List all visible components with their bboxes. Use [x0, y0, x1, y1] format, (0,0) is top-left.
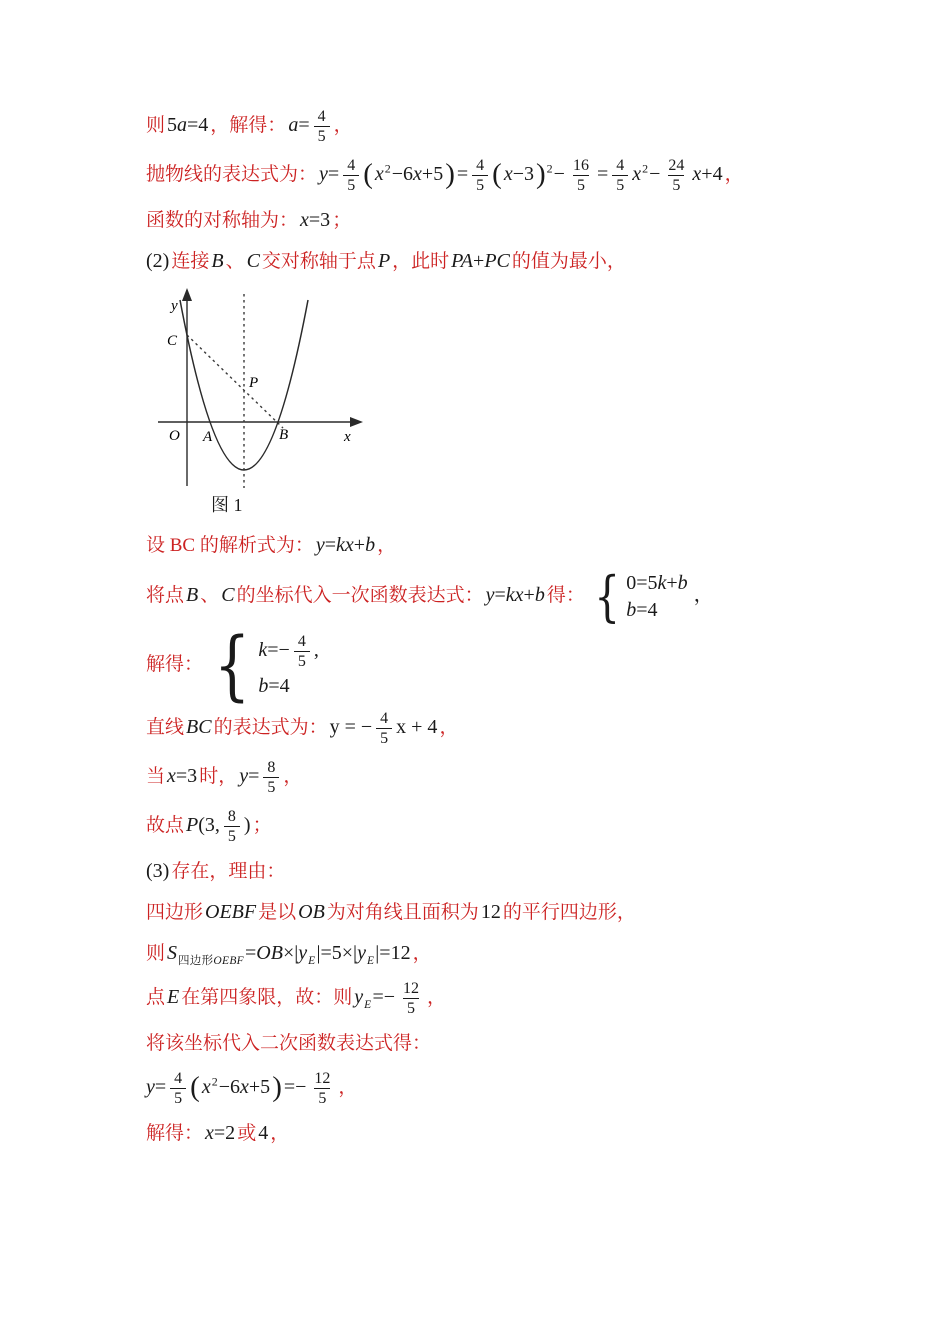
fraction	[263, 759, 279, 796]
math-text: b=4	[258, 675, 290, 698]
system-brace-icon: {	[214, 620, 251, 709]
chinese-text: ，	[333, 115, 353, 137]
math-text: y	[354, 985, 364, 1008]
superscript: 2	[211, 1074, 218, 1089]
chinese-text: 存在，理由：	[171, 860, 286, 882]
solution-line	[145, 1119, 890, 1148]
x-axis-arrow-icon	[350, 417, 363, 427]
math-text: =	[456, 163, 469, 186]
chinese-text: 、	[225, 251, 245, 272]
math-text: |=5×|y	[316, 941, 366, 964]
chinese-text: 得：	[546, 585, 585, 607]
solution-line	[145, 710, 890, 747]
math-text: x+4	[692, 163, 723, 186]
fraction	[170, 1070, 186, 1107]
chinese-text: 抛物线的表达式为：	[146, 164, 318, 186]
system-row	[257, 633, 319, 670]
solution-line	[145, 1070, 890, 1107]
math-text: a=	[288, 114, 310, 137]
chinese-text: ，	[724, 164, 744, 186]
math-text: OEBF	[205, 900, 257, 923]
fraction	[399, 980, 423, 1017]
figure-label-a: A	[203, 429, 213, 445]
math-text: ，	[693, 584, 714, 607]
superscript: 2	[546, 161, 553, 176]
math-text: x−3	[503, 163, 534, 186]
big-paren: (	[190, 1070, 200, 1103]
chinese-text: ；	[332, 210, 352, 231]
solution-line	[145, 939, 890, 968]
chinese-text: ，	[270, 1122, 290, 1144]
math-text: b=4	[626, 599, 658, 621]
math-text: 0=5k+b	[626, 572, 688, 594]
fraction-numerator: 4	[616, 157, 625, 174]
math-upright-text: x + 4	[396, 715, 438, 738]
fraction-numerator: 4	[297, 633, 306, 651]
chinese-text: ，	[338, 1076, 358, 1098]
big-paren: )	[272, 1070, 282, 1103]
fraction	[612, 157, 628, 194]
chinese-text: 是以	[258, 901, 297, 923]
fraction-numerator: 4	[174, 1069, 183, 1087]
fraction	[472, 157, 488, 194]
math-text: (2)	[146, 250, 170, 272]
parabola-figure-svg	[155, 288, 370, 488]
system-row	[625, 572, 688, 594]
math-text: |=12	[375, 941, 411, 964]
subscript: E	[364, 998, 372, 1011]
chinese-text: 则	[146, 942, 166, 964]
fraction-numerator: 4	[476, 157, 485, 174]
system-row	[257, 675, 319, 697]
math-text: C	[221, 584, 235, 607]
fraction-numerator: 8	[227, 807, 236, 825]
chinese-text: 设 BC 的解析式为：	[146, 535, 314, 556]
system-rows	[625, 572, 688, 621]
fraction	[664, 157, 688, 194]
math-text: =−	[283, 1075, 307, 1098]
math-text: B	[186, 584, 199, 607]
math-text: P	[377, 250, 391, 272]
fraction-denominator: 5	[224, 826, 240, 845]
equation-system	[590, 564, 689, 628]
chinese-text: 故点	[146, 814, 185, 836]
figure-label-b: B	[279, 427, 289, 443]
solution-line	[145, 759, 890, 796]
chinese-text: 为对角线且面积为	[326, 901, 479, 923]
fraction	[343, 157, 359, 194]
math-text: 4	[258, 1121, 269, 1144]
math-text: x=3	[167, 764, 198, 787]
chinese-text: 、	[200, 585, 220, 607]
math-upright-text: y = −	[329, 715, 373, 738]
math-text: =OB×|y	[245, 941, 308, 964]
chinese-text: 解得：	[146, 653, 204, 675]
math-text: −6x+5	[391, 163, 444, 186]
solution-line	[145, 857, 890, 886]
superscript: 2	[384, 161, 391, 176]
superscript: 2	[642, 161, 649, 176]
math-text: =	[596, 163, 609, 186]
math-text: y=	[146, 1075, 167, 1098]
math-text: B	[211, 250, 224, 272]
math-text: x	[374, 163, 384, 186]
subscript: E	[308, 954, 316, 967]
subscript: E	[366, 954, 375, 967]
big-paren: (	[492, 158, 502, 191]
fraction-denominator: 5	[263, 777, 279, 796]
fraction-denominator: 5	[314, 1088, 330, 1107]
solution-line	[145, 108, 890, 145]
fraction-denominator: 5	[573, 175, 589, 194]
fraction-numerator: 4	[347, 157, 356, 174]
fraction-numerator: 16	[572, 157, 589, 174]
math-text: y=kx+b	[315, 534, 376, 556]
figure-caption: 图 1	[211, 495, 243, 515]
chinese-text: 的平行四边形，	[502, 901, 636, 923]
fraction-denominator: 5	[376, 728, 392, 747]
math-text: (3)	[146, 859, 170, 882]
big-paren: )	[445, 158, 455, 191]
chinese-text: 四边形	[146, 901, 204, 923]
chinese-text: 直线	[146, 716, 185, 738]
fraction	[294, 633, 310, 670]
chinese-text: 连接	[171, 251, 210, 272]
fraction-numerator: 8	[267, 758, 276, 776]
fraction-denominator: 5	[294, 651, 310, 670]
big-paren: )	[536, 158, 546, 191]
math-text: −	[553, 163, 565, 186]
solution-line	[145, 564, 890, 628]
fraction-denominator: 5	[668, 175, 684, 194]
math-text: C	[246, 250, 260, 272]
chinese-text: ，此时	[392, 251, 450, 272]
figure-label-c: C	[167, 333, 178, 349]
math-text: y=kx+b	[485, 584, 545, 607]
solution-line	[145, 206, 890, 235]
figure-label-x: x	[344, 429, 351, 445]
math-text: −	[649, 163, 661, 186]
math-text: k=−	[258, 639, 290, 662]
chinese-text: 时，	[199, 765, 238, 787]
fraction-numerator: 4	[317, 108, 326, 125]
fraction	[224, 808, 240, 845]
solution-line	[145, 157, 890, 194]
math-text: y=	[239, 764, 260, 787]
figure-label-p: P	[249, 375, 259, 391]
chinese-text: 的坐标代入一次函数表达式：	[236, 585, 484, 607]
fraction-denominator: 5	[472, 175, 488, 194]
figure-label-y: y	[171, 298, 178, 314]
solution-line	[145, 531, 890, 560]
chinese-text: 将该坐标代入二次函数表达式得：	[146, 1032, 432, 1054]
fraction-denominator: 5	[612, 175, 628, 194]
solution-lines-top	[145, 108, 890, 276]
chinese-text: 则	[146, 115, 166, 137]
solution-lines-bottom	[145, 531, 890, 1148]
chinese-text: ，	[412, 942, 432, 964]
fraction	[376, 710, 392, 747]
equation-system	[208, 620, 320, 709]
figure-label-o: O	[169, 428, 180, 444]
chinese-text: 当	[146, 765, 166, 787]
system-rows	[257, 633, 319, 697]
chinese-text: 解得：	[146, 1122, 204, 1144]
figure-1	[155, 288, 385, 517]
chinese-text: 交对称轴于点	[261, 251, 376, 272]
math-text: P(3,	[186, 813, 220, 836]
math-text: x	[201, 1075, 211, 1098]
fraction-denominator: 5	[343, 175, 359, 194]
chinese-text: 在第四象限，故：则	[181, 986, 353, 1008]
math-text: y=	[319, 163, 340, 186]
solution-line	[145, 247, 890, 276]
solution-line	[145, 980, 890, 1017]
math-text: x	[632, 163, 642, 186]
fraction-numerator: 4	[380, 709, 389, 727]
chinese-text: 或	[237, 1122, 257, 1144]
chinese-text: ；	[252, 814, 272, 836]
fraction-numerator: 12	[403, 979, 420, 997]
chinese-text: 点	[146, 986, 166, 1008]
chinese-text: ，	[377, 535, 397, 556]
math-text: S	[167, 941, 178, 964]
math-text: −6x+5	[218, 1075, 271, 1098]
math-text: PA+PC	[451, 250, 510, 272]
math-text: )	[243, 813, 251, 836]
chinese-text: ，	[439, 716, 459, 738]
solution-line	[145, 808, 890, 845]
solution-line	[145, 1029, 890, 1058]
math-text: x=3	[300, 209, 331, 231]
math-text: =−	[372, 985, 396, 1008]
cb-dotted-line	[187, 335, 283, 428]
fraction	[569, 157, 593, 194]
subscript: 四边形OEBF	[178, 954, 245, 967]
math-text: 5a=4	[167, 114, 209, 137]
math-text: OB	[298, 900, 325, 923]
chinese-text: 的表达式为：	[213, 716, 328, 738]
chinese-text: ，解得：	[210, 115, 287, 137]
math-text: ,	[313, 639, 319, 662]
fraction-denominator: 5	[403, 998, 419, 1017]
chinese-text: 将点	[146, 585, 185, 607]
fraction	[314, 108, 330, 145]
y-axis-arrow-icon	[182, 288, 192, 301]
big-paren: (	[363, 158, 373, 191]
math-text: BC	[186, 715, 212, 738]
system-brace-icon: {	[594, 564, 620, 628]
chinese-text: ，	[283, 765, 303, 787]
math-text: x=2	[205, 1121, 236, 1144]
solution-line	[145, 620, 890, 709]
fraction-denominator: 5	[170, 1088, 186, 1107]
chinese-text: ，	[427, 986, 447, 1008]
fraction-numerator: 12	[314, 1069, 331, 1087]
fraction	[310, 1070, 334, 1107]
fraction-numerator: 24	[668, 157, 685, 174]
math-text: E	[167, 985, 180, 1008]
solution-line	[145, 898, 890, 927]
system-row	[625, 599, 688, 621]
fraction-denominator: 5	[314, 126, 330, 145]
chinese-text: 的值为最小，	[511, 251, 626, 272]
math-text: 12	[480, 900, 501, 923]
chinese-text: 函数的对称轴为：	[146, 210, 299, 231]
